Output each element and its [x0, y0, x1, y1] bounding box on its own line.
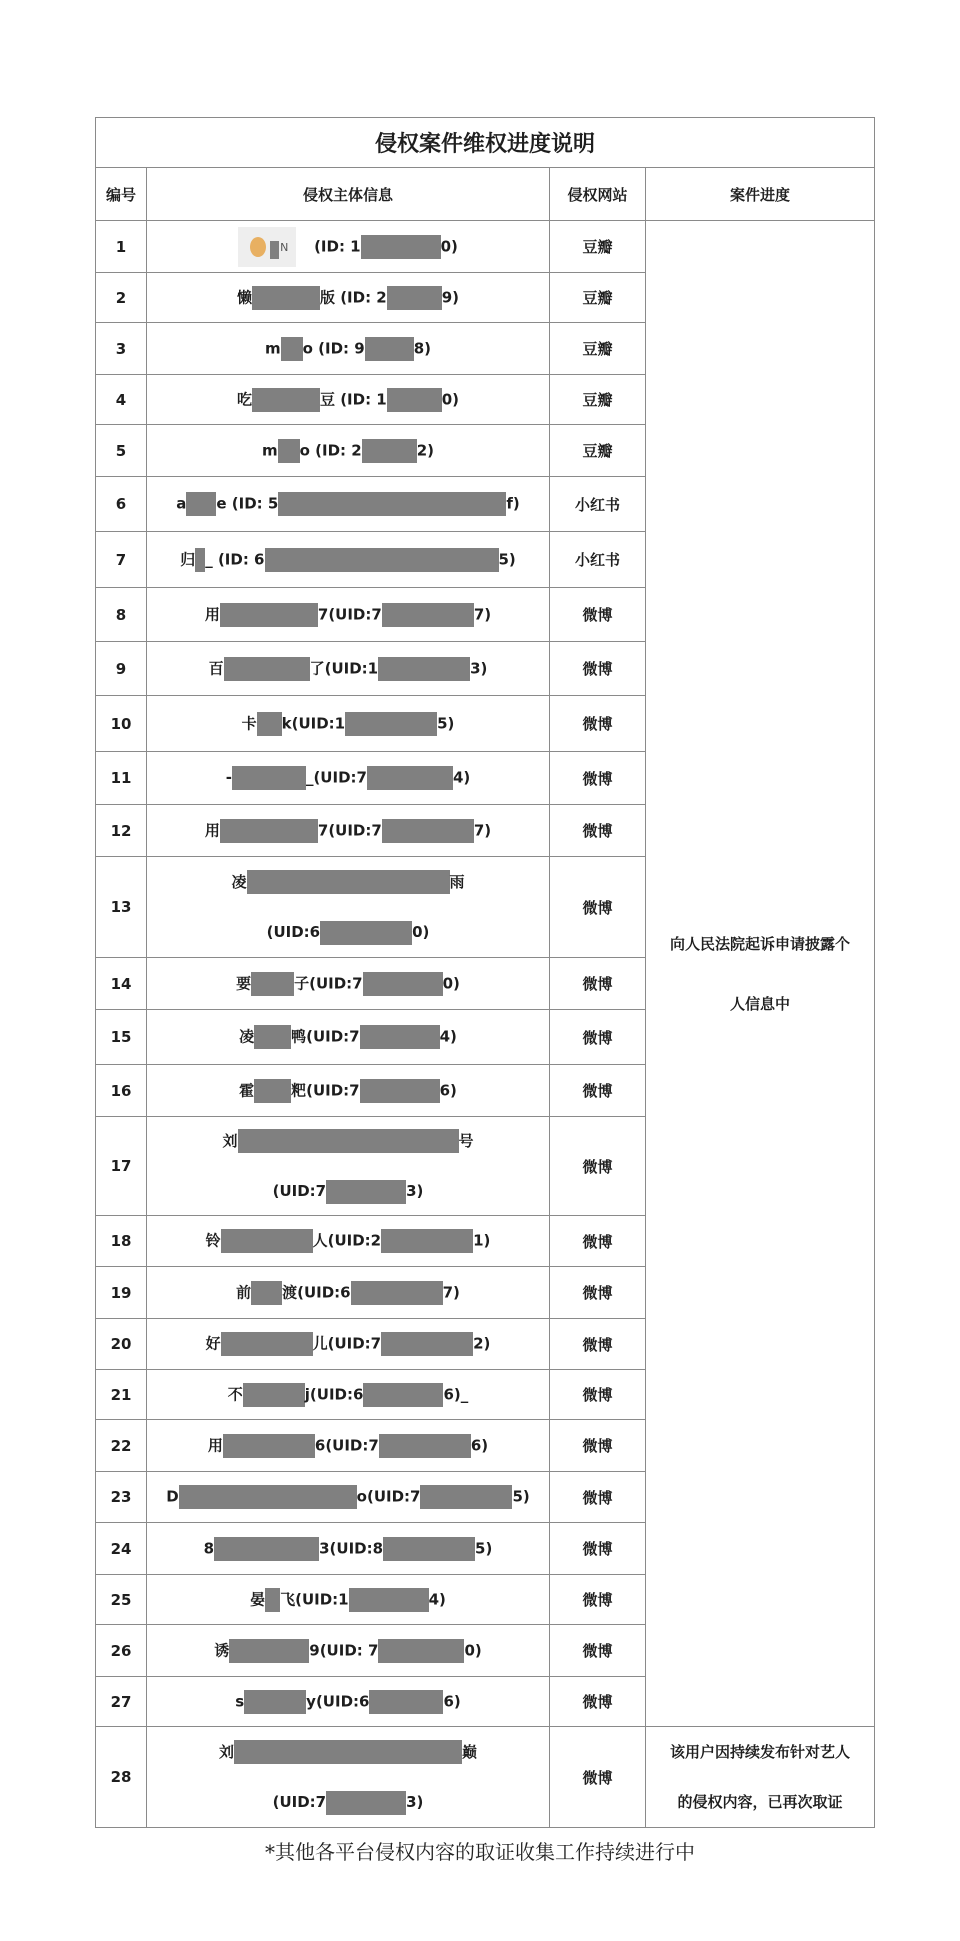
redaction-block	[360, 1079, 440, 1103]
name-suffix: y	[306, 1692, 316, 1710]
infringing-site: 豆瓣	[550, 273, 646, 323]
document	[95, 117, 874, 1828]
user-id-prefix: (UID:1	[295, 1590, 349, 1608]
user-id-suffix: 0)	[464, 1641, 482, 1659]
user-id-suffix: 4)	[452, 768, 471, 787]
row-number: 5	[96, 425, 147, 477]
redaction-block	[221, 1332, 313, 1356]
user-id-prefix: (UID:6	[309, 1385, 364, 1403]
redaction-block	[257, 712, 282, 736]
name-suffix: 粑	[291, 1081, 307, 1099]
user-id-suffix: 5)	[498, 550, 516, 568]
redaction-block	[360, 1025, 440, 1049]
footer-note: *其他各平台侵权内容的取证收集工作持续进行中	[265, 1840, 695, 1864]
name-suffix: 号	[458, 1131, 474, 1150]
infringing-site: 豆瓣	[550, 425, 646, 477]
redaction-block	[387, 286, 442, 310]
user-id-prefix: (UID:8	[329, 1539, 384, 1557]
infringing-site: 微博	[550, 958, 646, 1010]
subject-info	[147, 532, 550, 588]
redaction-block	[351, 1281, 443, 1305]
redaction-block	[381, 1332, 473, 1356]
user-id-prefix: (UID:7	[328, 821, 382, 839]
name-prefix: 用	[204, 605, 220, 623]
name-prefix: 不	[227, 1385, 243, 1403]
infringing-site: 微博	[550, 1575, 646, 1625]
infringing-site: 微博	[550, 696, 646, 752]
subject-info	[147, 1575, 550, 1625]
infringing-site: 微博	[550, 1625, 646, 1677]
redaction-block	[278, 492, 506, 516]
user-id-suffix: 7)	[473, 821, 492, 839]
user-id-prefix: (UID:6	[266, 923, 321, 941]
name-suffix: o	[302, 339, 313, 357]
redaction-block	[382, 819, 474, 843]
subject-info	[147, 1727, 550, 1828]
name-prefix: 诱	[214, 1641, 230, 1659]
redaction-block	[326, 1791, 406, 1815]
name-suffix: 鸭	[291, 1027, 307, 1046]
infringing-site: 微博	[550, 1267, 646, 1319]
infringing-site: 小红书	[550, 477, 646, 532]
subject-info	[147, 323, 550, 375]
redaction-block	[326, 1180, 406, 1204]
user-id-prefix: (UID:7	[328, 605, 382, 623]
user-id-prefix: (ID: 2	[309, 441, 362, 459]
user-id-prefix: (UID:6	[297, 1283, 351, 1301]
infringing-site: 微博	[550, 1370, 646, 1420]
user-id-suffix: 0)	[412, 923, 430, 941]
row-number: 27	[96, 1677, 147, 1727]
avatar	[238, 227, 296, 267]
redaction-block	[378, 1639, 464, 1663]
redaction-block	[252, 286, 320, 310]
name-prefix: 用	[207, 1436, 223, 1454]
redaction-block	[265, 1588, 280, 1612]
row-number: 10	[96, 696, 147, 752]
redaction-block	[251, 1281, 282, 1305]
case-progress-main	[646, 221, 875, 1727]
user-id-suffix: 3)	[470, 659, 488, 677]
infringing-site: 微博	[550, 1117, 646, 1216]
redaction-block	[265, 548, 499, 572]
row-number: 23	[96, 1472, 147, 1523]
redaction-block	[234, 1740, 462, 1764]
row-number: 2	[96, 273, 147, 323]
infringing-site: 微博	[550, 1065, 646, 1117]
row-number: 12	[96, 805, 147, 857]
name-suffix: 渡	[282, 1283, 298, 1301]
user-id-prefix: (UID:1	[291, 714, 346, 732]
row-number: 7	[96, 532, 147, 588]
row-number: 16	[96, 1065, 147, 1117]
name-suffix: 版	[319, 288, 335, 306]
redaction-block	[365, 337, 414, 361]
table-title: 侵权案件维权进度说明	[96, 118, 875, 168]
name-prefix: 凌	[231, 872, 247, 891]
user-id-suffix: 2)	[473, 1334, 491, 1353]
user-id-suffix: 6)	[470, 1436, 489, 1454]
name-suffix: _	[305, 768, 314, 787]
name-prefix: m	[261, 441, 278, 459]
subject-info	[147, 1523, 550, 1575]
infringing-site: 微博	[550, 752, 646, 805]
progress-line: 该用户因持续发布针对艺人	[670, 1743, 851, 1761]
table-row	[96, 221, 875, 273]
user-id-suffix: 6)_	[443, 1385, 469, 1403]
name-prefix: 铃	[205, 1231, 221, 1250]
user-id-suffix: 5)	[475, 1539, 493, 1557]
infringing-site: 微博	[550, 1523, 646, 1575]
infringing-site: 豆瓣	[550, 375, 646, 425]
name-prefix: 刘	[222, 1131, 238, 1150]
name-prefix: D	[166, 1487, 179, 1506]
redaction-block	[281, 337, 303, 361]
user-id-prefix: (ID: 5	[226, 494, 279, 513]
row-number: 14	[96, 958, 147, 1010]
user-id-suffix: 0)	[440, 237, 458, 255]
subject-info	[147, 221, 550, 273]
row-number: 4	[96, 375, 147, 425]
user-id-suffix: 7)	[473, 605, 492, 623]
redaction-block	[223, 1434, 315, 1458]
user-id-prefix: (UID:1	[324, 659, 379, 677]
redaction-block	[420, 1485, 512, 1509]
name-suffix: _	[205, 550, 213, 568]
user-id-suffix: 2)	[416, 441, 435, 459]
name-prefix: 晏	[250, 1590, 266, 1608]
redaction-block	[345, 712, 437, 736]
user-id-suffix: 1)	[473, 1231, 491, 1250]
name-prefix: 用	[204, 821, 220, 839]
row-number: 26	[96, 1625, 147, 1677]
header-progress: 案件进度	[646, 168, 875, 221]
header-site: 侵权网站	[550, 168, 646, 221]
subject-info	[147, 1065, 550, 1117]
redaction-block	[379, 1434, 471, 1458]
subject-info	[147, 425, 550, 477]
redaction-block	[270, 241, 279, 259]
name-suffix: e	[216, 494, 227, 513]
subject-info	[147, 696, 550, 752]
user-id-prefix: (UID: 7	[319, 1641, 379, 1659]
name-suffix: 豆	[319, 390, 335, 408]
case-progress-table	[95, 117, 875, 1828]
user-id-suffix: 4)	[428, 1590, 446, 1608]
user-id-prefix: (ID: 1	[314, 237, 361, 255]
user-id-prefix: (UID:7	[313, 768, 367, 787]
header-subject: 侵权主体信息	[147, 168, 550, 221]
subject-info	[147, 1319, 550, 1370]
redaction-block	[254, 1079, 291, 1103]
user-id-prefix: (ID: 9	[312, 339, 365, 357]
name-prefix: 8	[203, 1539, 215, 1557]
name-prefix: 前	[236, 1283, 252, 1301]
redaction-block	[382, 603, 474, 627]
name-prefix: 懒	[236, 288, 252, 306]
subject-info	[147, 857, 550, 958]
row-number: 19	[96, 1267, 147, 1319]
subject-info	[147, 477, 550, 532]
redaction-block	[362, 439, 417, 463]
redaction-block	[186, 492, 216, 516]
redaction-block	[383, 1537, 475, 1561]
subject-info	[147, 273, 550, 323]
infringing-site: 豆瓣	[550, 323, 646, 375]
redaction-block	[247, 870, 450, 894]
user-id-suffix: 0)	[442, 974, 460, 992]
subject-info	[147, 1216, 550, 1267]
table-row	[96, 1727, 875, 1828]
row-number: 15	[96, 1010, 147, 1065]
redaction-block	[381, 1229, 473, 1253]
infringing-site: 小红书	[550, 532, 646, 588]
name-prefix: s	[235, 1692, 245, 1710]
row-number: 8	[96, 588, 147, 642]
row-number: 21	[96, 1370, 147, 1420]
name-suffix: 7	[317, 821, 329, 839]
user-id-prefix: (UID:7	[272, 1793, 327, 1811]
name-prefix: 霍	[239, 1081, 255, 1099]
subject-info	[147, 1677, 550, 1727]
name-prefix: 好	[205, 1334, 221, 1353]
subject-info	[147, 375, 550, 425]
subject-info	[147, 1370, 550, 1420]
name-prefix: 要	[236, 974, 252, 992]
user-id-prefix: (UID:7	[306, 1081, 360, 1099]
name-suffix: 巅	[462, 1742, 478, 1761]
progress-line: 的侵权内容，已再次取证	[677, 1793, 843, 1811]
infringing-site: 微博	[550, 1677, 646, 1727]
subject-info	[147, 1010, 550, 1065]
redaction-block	[252, 388, 320, 412]
name-prefix: 吃	[236, 390, 252, 408]
name-suffix: 儿	[312, 1334, 328, 1353]
subject-info	[147, 752, 550, 805]
infringing-site: 微博	[550, 857, 646, 958]
subject-info	[147, 958, 550, 1010]
redaction-block	[378, 657, 470, 681]
user-id-prefix: (UID:7	[306, 1027, 360, 1046]
infringing-site: 微博	[550, 1420, 646, 1472]
avatar-face-icon	[250, 237, 266, 257]
name-prefix: m	[264, 339, 281, 357]
infringing-site: 微博	[550, 642, 646, 696]
redaction-block	[220, 819, 318, 843]
infringing-site: 微博	[550, 1216, 646, 1267]
name-suffix: 子	[294, 974, 310, 992]
infringing-site: 豆瓣	[550, 221, 646, 273]
subject-info	[147, 1267, 550, 1319]
user-id-suffix: 0)	[441, 390, 460, 408]
redaction-block	[224, 657, 310, 681]
user-id-prefix: (ID: 2	[334, 288, 387, 306]
row-number: 24	[96, 1523, 147, 1575]
header-no: 编号	[96, 168, 147, 221]
progress-line: 人信息中	[730, 994, 791, 1013]
row-number: 25	[96, 1575, 147, 1625]
name-suffix: 雨	[449, 872, 465, 891]
redaction-block	[254, 1025, 291, 1049]
progress-line: 向人民法院起诉申请披露个	[670, 934, 851, 953]
user-id-prefix: (UID:7	[325, 1436, 379, 1454]
name-prefix: 百	[208, 659, 224, 677]
user-id-prefix: (UID:2	[327, 1231, 382, 1250]
name-suffix: j	[304, 1385, 310, 1403]
redaction-block	[363, 1383, 443, 1407]
infringing-site: 微博	[550, 1727, 646, 1828]
redaction-block	[179, 1485, 357, 1509]
infringing-site: 微博	[550, 805, 646, 857]
redaction-block	[220, 603, 318, 627]
name-suffix: 7	[317, 605, 329, 623]
name-prefix: 刘	[218, 1742, 234, 1761]
avatar-text: N	[280, 240, 289, 254]
infringing-site: 微博	[550, 588, 646, 642]
name-suffix: 3	[319, 1539, 330, 1557]
name-suffix: 6	[314, 1436, 326, 1454]
subject-info	[147, 588, 550, 642]
row-number: 3	[96, 323, 147, 375]
user-id-suffix: 9)	[441, 288, 460, 306]
redaction-block	[214, 1537, 319, 1561]
name-prefix: 凌	[239, 1027, 255, 1046]
infringing-site: 微博	[550, 1472, 646, 1523]
redaction-block	[232, 766, 306, 790]
user-id-suffix: 5)	[512, 1487, 530, 1506]
redaction-block	[238, 1129, 459, 1153]
redaction-block	[369, 1690, 443, 1714]
name-suffix: 人	[312, 1231, 328, 1250]
user-id-suffix: 6)	[443, 1692, 461, 1710]
redaction-block	[244, 1690, 306, 1714]
redaction-block	[278, 439, 300, 463]
name-prefix: a	[176, 494, 187, 513]
redaction-block	[367, 766, 453, 790]
row-number: 6	[96, 477, 147, 532]
subject-info	[147, 1117, 550, 1216]
redaction-block	[361, 235, 441, 259]
row-number: 13	[96, 857, 147, 958]
user-id-suffix: 3)	[406, 1182, 424, 1200]
redaction-block	[387, 388, 442, 412]
redaction-block	[349, 1588, 429, 1612]
row-number: 20	[96, 1319, 147, 1370]
subject-info	[147, 1472, 550, 1523]
user-id-prefix: (UID:7	[309, 974, 363, 992]
redaction-block	[320, 921, 412, 945]
name-prefix: -	[225, 768, 232, 787]
infringing-site: 微博	[550, 1319, 646, 1370]
user-id-suffix: 8)	[413, 339, 432, 357]
row-number: 9	[96, 642, 147, 696]
user-id-prefix: (UID:7	[272, 1182, 327, 1200]
case-progress-last	[646, 1727, 875, 1828]
user-id-prefix: (ID: 6	[212, 550, 265, 568]
user-id-suffix: 6)	[439, 1081, 457, 1099]
subject-info	[147, 805, 550, 857]
redaction-block	[363, 972, 443, 996]
user-id-prefix: (ID: 1	[334, 390, 387, 408]
name-prefix: 卡	[241, 714, 257, 732]
user-id-prefix: (UID:6	[315, 1692, 370, 1710]
subject-info	[147, 642, 550, 696]
row-number: 17	[96, 1117, 147, 1216]
row-number: 1	[96, 221, 147, 273]
name-suffix: k	[281, 714, 292, 732]
subject-info	[147, 1420, 550, 1472]
subject-info	[147, 1625, 550, 1677]
user-id-suffix: 4)	[439, 1027, 457, 1046]
redaction-block	[195, 548, 205, 572]
row-number: 11	[96, 752, 147, 805]
user-id-prefix: (UID:7	[327, 1334, 382, 1353]
name-suffix: 飞	[280, 1590, 296, 1608]
name-suffix: 了	[309, 659, 325, 677]
redaction-block	[243, 1383, 305, 1407]
user-id-suffix: 7)	[442, 1283, 460, 1301]
row-number: 28	[96, 1727, 147, 1828]
name-suffix: o	[356, 1487, 367, 1506]
infringing-site: 微博	[550, 1010, 646, 1065]
user-id-suffix: 5)	[437, 714, 455, 732]
name-suffix: o	[299, 441, 310, 459]
row-number: 18	[96, 1216, 147, 1267]
user-id-prefix: (UID:7	[366, 1487, 421, 1506]
redaction-block	[251, 972, 294, 996]
redaction-block	[221, 1229, 313, 1253]
row-number: 22	[96, 1420, 147, 1472]
name-suffix: 9	[309, 1641, 320, 1659]
user-id-suffix: 3)	[406, 1793, 424, 1811]
redaction-block	[229, 1639, 309, 1663]
user-id-suffix: f)	[506, 494, 520, 513]
name-prefix: 归	[180, 550, 196, 568]
